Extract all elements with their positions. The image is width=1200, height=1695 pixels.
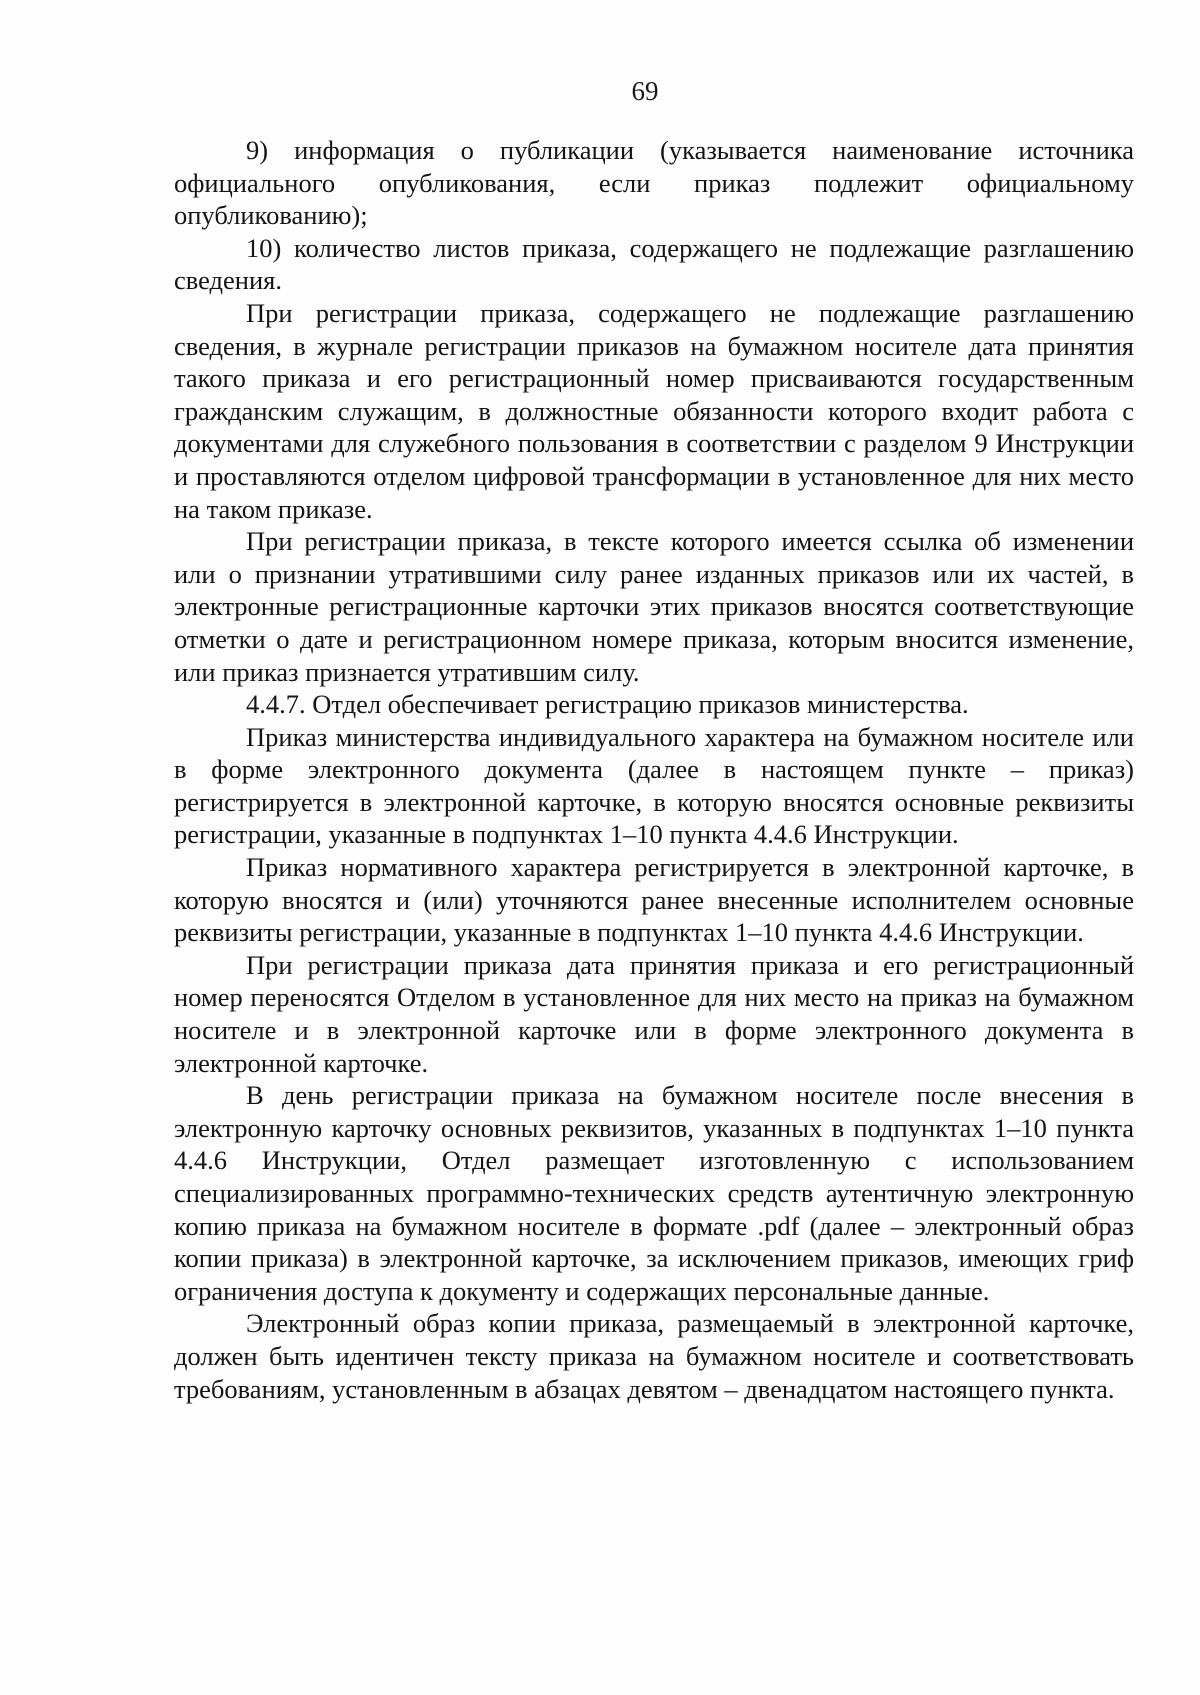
document-body	[174, 134, 1134, 1405]
paragraph-date-number-transfer: При регистрации приказа дата принятия приказа и его регистрационный номер переносятся Отделом в установленное для них место на приказ на бумажном носителе и в электронной карточке или в форме электронного документа в электронной карточке.	[174, 949, 1134, 1078]
paragraph-item-10-sheet-count: 10) количество листов приказа, содержащего не подлежащие разглашению сведения.	[174, 232, 1134, 296]
page-number: 69	[631, 76, 659, 106]
paragraph-electronic-copy: В день регистрации приказа на бумажном носителе после внесения в электронную карточку основных реквизитов, указанных в подпунктах 1–10 пункта 4.4.6 Инструкции, Отдел размещает изготовленную с использованием специализированных программно-технических средств аутентичную электронную копию приказа на бумажном носителе в формате .pdf (далее – электронный образ копии приказа) в электронной карточке, за исключением приказов, имеющих гриф ограничения доступа к документу и содержащих персональные данные.	[174, 1080, 1134, 1306]
paragraph-electronic-image-requirements: Электронный образ копии приказа, размещаемый в электронной карточке, должен быть идентичен тексту приказа на бумажном носителе и соответствовать требованиям, установленным в абзацах девятом – двенадцатом настоящего пункта.	[174, 1308, 1134, 1404]
paragraph-registration-restricted: При регистрации приказа, содержащего не подлежащие разглашению сведения, в журнале регистрации приказов на бумажном носителе дата принятия такого приказа и его регистрационный номер присваиваются государственным гражданским служащим, в должностные обязанности которого входит работа с документами для служебного пользования в соответствии с разделом 9 Инструкции и проставляются отделом цифровой трансформации в установленное для них место на таком приказе.	[174, 297, 1134, 524]
paragraph-normative-order: Приказ нормативного характера регистрируется в электронной карточке, в которую вносятся и (или) уточняются ранее внесенные исполнителем основные реквизиты регистрации, указанные в подпунктах 1–10 пункта 4.4.6 Инструкции.	[174, 852, 1134, 948]
paragraph-item-9-publication-info: 9) информация о публикации (указывается наименование источника официального опубликования, если приказ подлежит официальному опубликованию);	[174, 135, 1134, 231]
paragraph-individual-order: Приказ министерства индивидуального характера на бумажном носителе или в форме электронного документа (далее в настоящем пункте – приказ) регистрируется в электронной карточке, в которую вносятся основные реквизиты регистрации, указанные в подпунктах 1–10 пункта 4.4.6 Инструкции.	[174, 721, 1134, 850]
paragraph-registration-amendments: При регистрации приказа, в тексте которого имеется ссылка об изменении или о признании утратившими силу ранее изданных приказов или их частей, в электронные регистрационные карточки этих приказов вносятся соответствующие отметки о дате и регистрационном номере приказа, которым вносится изменение, или приказ признается утратившим силу.	[174, 526, 1134, 687]
paragraph-section-4-4-7: 4.4.7. Отдел обеспечивает регистрацию приказов министерства.	[246, 689, 969, 720]
